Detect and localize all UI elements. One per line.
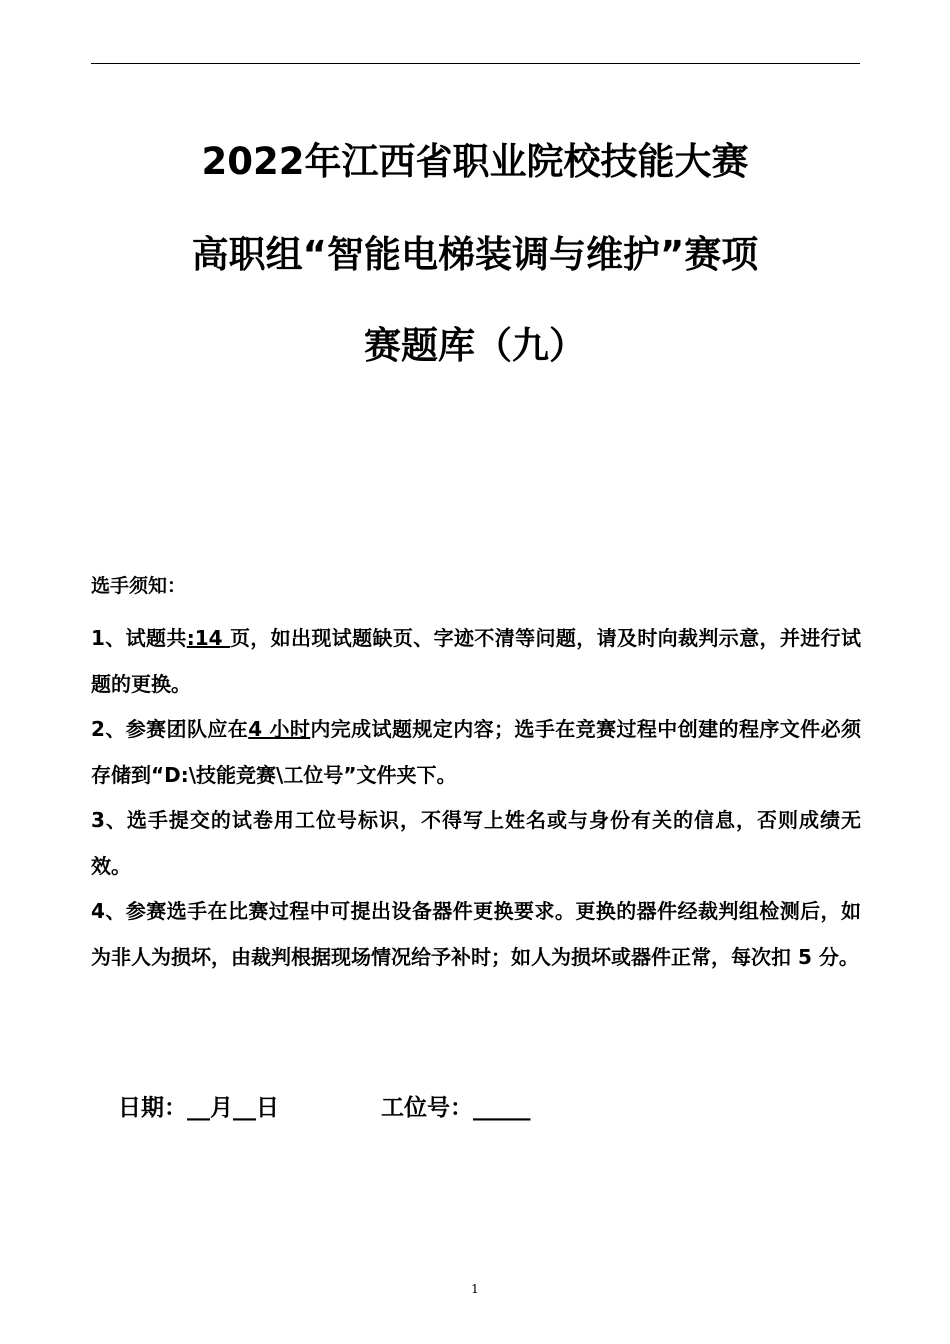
title-line-3: 赛题库（九） xyxy=(364,324,586,367)
notice-item-1-prefix: 1、试题共 xyxy=(91,626,187,650)
notice-item-2 xyxy=(91,706,861,798)
notice-item-1 xyxy=(91,615,861,707)
notice-item-2-prefix: 2、参赛团队应在 xyxy=(91,717,249,741)
notice-item-4: 4、参赛选手在比赛过程中可提出设备器件更换要求。更换的器件经裁判组检测后，如为非人为损坏，由裁判根据现场情况给予补时；如人为损坏或器件正常，每次扣 5 分。 xyxy=(91,899,861,969)
notice-item-1-suffix: 页，如出现试题缺页、字迹不清等问题，请及时向裁判示意，并进行试题的更换。 xyxy=(91,626,862,696)
notice-item-3: 3、选手提交的试卷用工位号标识，不得写上姓名或与身份有关的信息，否则成绩无效。 xyxy=(91,808,861,878)
footer-fields xyxy=(118,1088,531,1128)
page-count: :14 xyxy=(186,626,230,650)
title-line-2: 高职组“智能电梯装调与维护”赛项 xyxy=(191,233,759,276)
header-rule xyxy=(91,63,860,64)
page-number: 1 xyxy=(471,1282,479,1296)
date-field: 日期：__月__日 xyxy=(118,1095,279,1121)
title-line-1: 2022年江西省职业院校技能大赛 xyxy=(201,140,749,183)
notice-item-2-suffix: 内完成试题规定内容；选手在竞赛过程中创建的程序文件必须存储到“D:\技能竞赛\工位号”文件夹下。 xyxy=(91,717,862,787)
station-number-field: 工位号：_____ xyxy=(381,1095,531,1121)
notice-heading: 选手须知： xyxy=(91,575,187,597)
time-limit: 4 小时 xyxy=(248,717,311,741)
